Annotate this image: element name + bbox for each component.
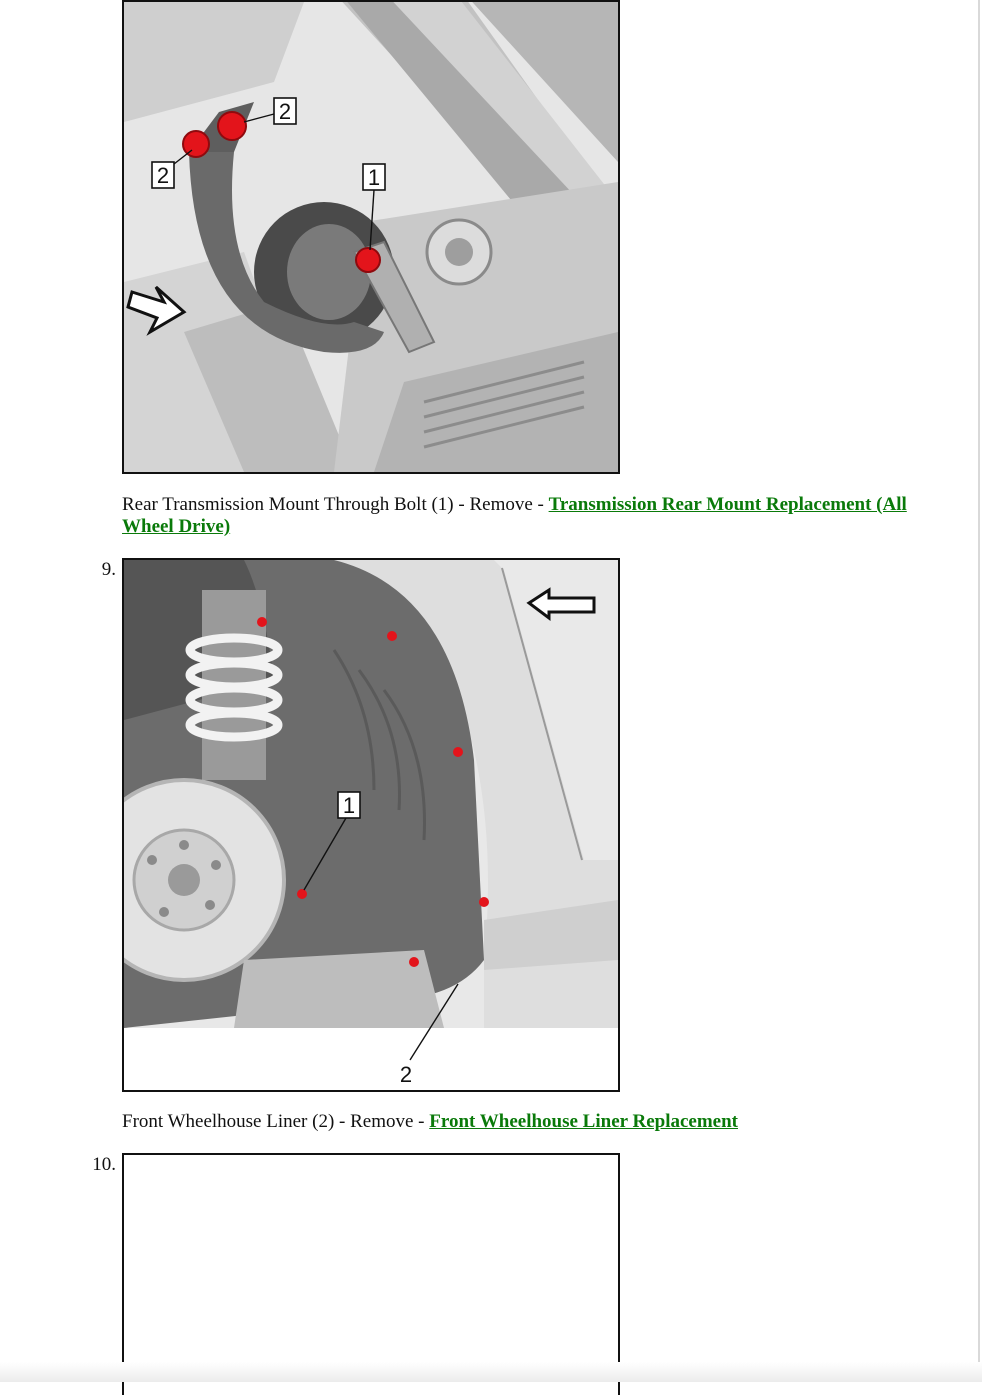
page-right-edge xyxy=(978,0,980,1382)
page-bottom-edge xyxy=(0,1362,982,1382)
wheelhouse-liner-illustration xyxy=(124,560,618,1090)
svg-text:2: 2 xyxy=(156,163,170,188)
figure-step-10 xyxy=(122,1153,620,1395)
callout-label xyxy=(152,162,174,188)
callout-label xyxy=(274,98,296,124)
callout-label xyxy=(363,164,385,190)
figure-wheelhouse-liner xyxy=(122,558,620,1092)
figure-transmission-mount xyxy=(122,0,620,474)
transmission-mount-illustration xyxy=(124,2,618,472)
caption-text: Front Wheelhouse Liner (2) - Remove - xyxy=(122,1111,430,1132)
step-caption xyxy=(122,1111,952,1133)
svg-text:2: 2 xyxy=(278,99,292,124)
step-number: 9. xyxy=(101,559,116,580)
svg-text:1: 1 xyxy=(342,793,356,818)
callout-label xyxy=(338,792,360,818)
svg-text:1: 1 xyxy=(367,165,381,190)
step-caption xyxy=(122,494,952,538)
procedure-link[interactable]: Front Wheelhouse Liner Replacement xyxy=(429,1111,738,1132)
step-number: 10. xyxy=(92,1154,116,1175)
callout-label xyxy=(400,1062,412,1087)
svg-text:2: 2 xyxy=(399,1062,413,1087)
procedure-link[interactable]: Transmission Rear Mount Replacement (All Wheel Drive) xyxy=(122,494,907,537)
caption-text: Rear Transmission Mount Through Bolt (1) - Remove - xyxy=(122,494,549,515)
